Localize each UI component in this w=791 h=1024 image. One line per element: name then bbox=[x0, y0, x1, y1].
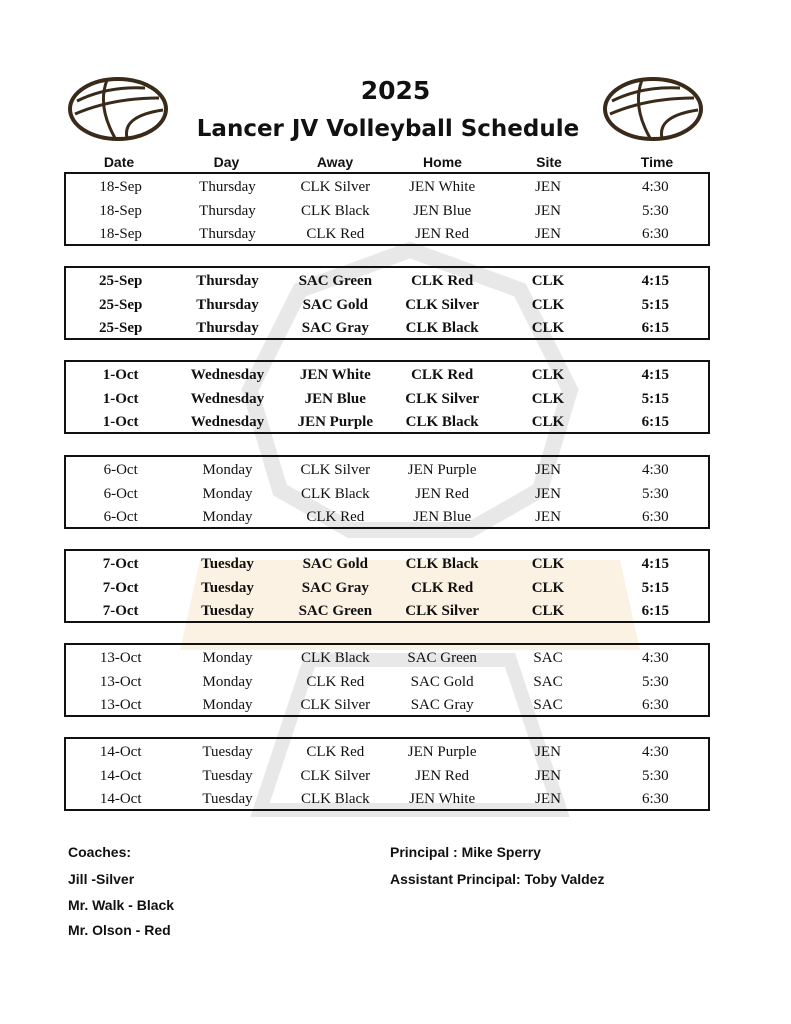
cell-site: CLK bbox=[531, 556, 565, 573]
cell-site: JEN bbox=[535, 744, 561, 761]
cell-away: SAC Gold bbox=[302, 296, 369, 313]
cell-site: CLK bbox=[531, 367, 565, 384]
cell-time: 4:15 bbox=[641, 367, 670, 384]
table-row bbox=[66, 411, 708, 435]
table-row bbox=[66, 176, 708, 200]
cell-date: 7-Oct bbox=[102, 556, 139, 573]
cell-date: 7-Oct bbox=[102, 579, 139, 596]
cell-day: Monday bbox=[202, 673, 253, 690]
cell-day: Tuesday bbox=[202, 744, 253, 761]
cell-day: Wednesday bbox=[190, 390, 265, 407]
cell-date: 7-Oct bbox=[102, 603, 139, 620]
table-row bbox=[66, 200, 708, 224]
cell-home: JEN Red bbox=[415, 767, 470, 784]
cell-date: 25-Sep bbox=[98, 296, 143, 313]
cell-time: 5:15 bbox=[641, 296, 670, 313]
week-block bbox=[64, 360, 710, 434]
cell-home: JEN Blue bbox=[413, 202, 472, 219]
table-row bbox=[66, 294, 708, 318]
cell-home: SAC Gold bbox=[410, 673, 474, 690]
column-header-home: Home bbox=[423, 154, 462, 170]
cell-away: JEN White bbox=[299, 367, 371, 384]
cell-day: Monday bbox=[202, 485, 253, 502]
table-row bbox=[66, 577, 708, 601]
cell-date: 1-Oct bbox=[102, 390, 139, 407]
cell-date: 1-Oct bbox=[102, 367, 139, 384]
cell-away: CLK Black bbox=[300, 791, 370, 808]
cell-site: JEN bbox=[535, 202, 561, 219]
cell-away: CLK Red bbox=[306, 673, 365, 690]
cell-site: JEN bbox=[535, 462, 561, 479]
cell-home: CLK Black bbox=[405, 414, 479, 431]
cell-time: 6:30 bbox=[641, 697, 669, 714]
cell-site: JEN bbox=[535, 485, 561, 502]
cell-date: 6-Oct bbox=[103, 509, 138, 526]
cell-away: CLK Black bbox=[300, 485, 370, 502]
cell-site: CLK bbox=[531, 273, 565, 290]
cell-home: CLK Silver bbox=[405, 390, 480, 407]
cell-home: JEN Blue bbox=[413, 509, 472, 526]
cell-day: Thursday bbox=[199, 226, 256, 243]
cell-day: Tuesday bbox=[201, 579, 254, 596]
cell-away: CLK Silver bbox=[300, 767, 371, 784]
cell-time: 6:30 bbox=[641, 509, 669, 526]
cell-time: 5:30 bbox=[641, 485, 669, 502]
cell-home: SAC Gray bbox=[410, 697, 474, 714]
cell-site: SAC bbox=[533, 673, 563, 690]
table-row bbox=[66, 270, 708, 294]
cell-time: 4:15 bbox=[641, 556, 670, 573]
cell-away: CLK Red bbox=[306, 509, 365, 526]
cell-day: Monday bbox=[202, 462, 253, 479]
cell-away: CLK Silver bbox=[300, 179, 371, 196]
cell-site: CLK bbox=[531, 579, 565, 596]
cell-day: Wednesday bbox=[190, 367, 265, 384]
table-row bbox=[66, 741, 708, 765]
cell-site: CLK bbox=[531, 390, 565, 407]
cell-site: SAC bbox=[533, 697, 563, 714]
cell-away: SAC Gray bbox=[301, 579, 369, 596]
week-block bbox=[64, 455, 710, 529]
coaches-heading: Coaches: bbox=[68, 844, 132, 860]
cell-away: CLK Black bbox=[300, 202, 370, 219]
week-block bbox=[64, 266, 710, 340]
cell-day: Wednesday bbox=[190, 414, 265, 431]
cell-home: JEN Purple bbox=[407, 744, 477, 761]
schedule-year: 2025 bbox=[360, 76, 431, 105]
table-row bbox=[66, 788, 708, 812]
cell-time: 5:30 bbox=[641, 767, 669, 784]
column-headers bbox=[64, 154, 710, 172]
table-row bbox=[66, 483, 708, 507]
cell-site: JEN bbox=[535, 509, 561, 526]
cell-time: 4:30 bbox=[641, 462, 669, 479]
cell-home: SAC Green bbox=[407, 650, 477, 667]
cell-day: Tuesday bbox=[202, 767, 253, 784]
cell-time: 4:30 bbox=[641, 744, 669, 761]
table-row bbox=[66, 694, 708, 718]
cell-home: CLK Black bbox=[405, 320, 479, 337]
cell-date: 25-Sep bbox=[98, 273, 143, 290]
table-row bbox=[66, 765, 708, 789]
cell-date: 25-Sep bbox=[98, 320, 143, 337]
cell-date: 1-Oct bbox=[102, 414, 139, 431]
cell-date: 18-Sep bbox=[99, 202, 142, 219]
coach-item: Mr. Walk - Black bbox=[68, 897, 175, 913]
page-title: Lancer JV Volleyball Schedule bbox=[196, 116, 580, 142]
table-row bbox=[66, 223, 708, 247]
week-block bbox=[64, 737, 710, 811]
week-block bbox=[64, 643, 710, 717]
cell-site: JEN bbox=[535, 226, 561, 243]
cell-home: JEN Purple bbox=[407, 462, 477, 479]
cell-date: 18-Sep bbox=[99, 226, 142, 243]
cell-date: 18-Sep bbox=[99, 179, 142, 196]
coach-item: Mr. Olson - Red bbox=[68, 922, 171, 938]
table-row bbox=[66, 553, 708, 577]
cell-date: 13-Oct bbox=[99, 673, 142, 690]
cell-time: 4:15 bbox=[641, 273, 670, 290]
cell-away: CLK Red bbox=[306, 744, 365, 761]
column-header-time: Time bbox=[640, 154, 674, 170]
cell-home: CLK Silver bbox=[405, 296, 480, 313]
cell-time: 6:15 bbox=[641, 320, 670, 337]
cell-day: Monday bbox=[202, 509, 253, 526]
table-row bbox=[66, 459, 708, 483]
cell-away: SAC Green bbox=[298, 603, 373, 620]
cell-site: JEN bbox=[535, 767, 561, 784]
column-header-day: Day bbox=[213, 154, 240, 170]
cell-away: JEN Blue bbox=[304, 390, 366, 407]
cell-time: 6:15 bbox=[641, 414, 670, 431]
cell-time: 5:15 bbox=[641, 390, 670, 407]
cell-site: CLK bbox=[531, 414, 565, 431]
cell-date: 13-Oct bbox=[99, 650, 142, 667]
cell-away: CLK Black bbox=[300, 650, 370, 667]
table-row bbox=[66, 671, 708, 695]
column-header-away: Away bbox=[316, 154, 354, 170]
cell-away: SAC Gold bbox=[302, 556, 369, 573]
cell-home: JEN White bbox=[409, 179, 476, 196]
cell-time: 5:30 bbox=[641, 673, 669, 690]
cell-away: SAC Gray bbox=[301, 320, 369, 337]
cell-site: JEN bbox=[535, 791, 561, 808]
cell-time: 6:15 bbox=[641, 603, 670, 620]
week-block bbox=[64, 172, 710, 246]
cell-time: 5:15 bbox=[641, 579, 670, 596]
table-row bbox=[66, 600, 708, 624]
cell-home: JEN White bbox=[409, 791, 476, 808]
cell-time: 4:30 bbox=[641, 650, 669, 667]
cell-home: CLK Red bbox=[411, 579, 474, 596]
cell-home: JEN Red bbox=[415, 226, 470, 243]
cell-site: CLK bbox=[531, 320, 565, 337]
cell-date: 14-Oct bbox=[99, 744, 142, 761]
cell-day: Thursday bbox=[196, 273, 259, 290]
cell-site: CLK bbox=[531, 296, 565, 313]
cell-time: 6:30 bbox=[641, 791, 669, 808]
cell-site: CLK bbox=[531, 603, 565, 620]
cell-home: JEN Red bbox=[415, 485, 470, 502]
cell-day: Tuesday bbox=[202, 791, 253, 808]
cell-time: 4:30 bbox=[641, 179, 669, 196]
cell-day: Thursday bbox=[199, 179, 256, 196]
cell-home: CLK Red bbox=[411, 273, 474, 290]
cell-away: SAC Green bbox=[298, 273, 373, 290]
table-row bbox=[66, 317, 708, 341]
principal-name: Principal : Mike Sperry bbox=[390, 844, 541, 860]
cell-site: SAC bbox=[533, 650, 563, 667]
table-row bbox=[66, 647, 708, 671]
column-header-site: Site bbox=[536, 154, 562, 170]
cell-away: CLK Silver bbox=[300, 462, 371, 479]
cell-date: 14-Oct bbox=[99, 791, 142, 808]
table-row bbox=[66, 364, 708, 388]
cell-time: 6:30 bbox=[641, 226, 669, 243]
cell-away: CLK Red bbox=[306, 226, 365, 243]
cell-home: CLK Silver bbox=[405, 603, 480, 620]
assistant-principal-name: Assistant Principal: Toby Valdez bbox=[390, 871, 605, 887]
cell-away: CLK Silver bbox=[300, 697, 371, 714]
cell-day: Thursday bbox=[199, 202, 256, 219]
cell-day: Tuesday bbox=[201, 603, 254, 620]
cell-day: Monday bbox=[202, 650, 253, 667]
cell-date: 13-Oct bbox=[99, 697, 142, 714]
cell-time: 5:30 bbox=[641, 202, 669, 219]
cell-day: Tuesday bbox=[201, 556, 254, 573]
cell-home: CLK Black bbox=[405, 556, 479, 573]
table-row bbox=[66, 506, 708, 530]
cell-date: 6-Oct bbox=[103, 485, 138, 502]
cell-day: Thursday bbox=[196, 320, 259, 337]
cell-day: Monday bbox=[202, 697, 253, 714]
cell-site: JEN bbox=[535, 179, 561, 196]
cell-day: Thursday bbox=[196, 296, 259, 313]
table-row bbox=[66, 388, 708, 412]
week-block bbox=[64, 549, 710, 623]
cell-away: JEN Purple bbox=[297, 414, 374, 431]
cell-home: CLK Red bbox=[411, 367, 474, 384]
column-header-date: Date bbox=[103, 154, 135, 170]
cell-date: 14-Oct bbox=[99, 767, 142, 784]
cell-date: 6-Oct bbox=[103, 462, 138, 479]
coach-item: Jill -Silver bbox=[68, 871, 135, 887]
